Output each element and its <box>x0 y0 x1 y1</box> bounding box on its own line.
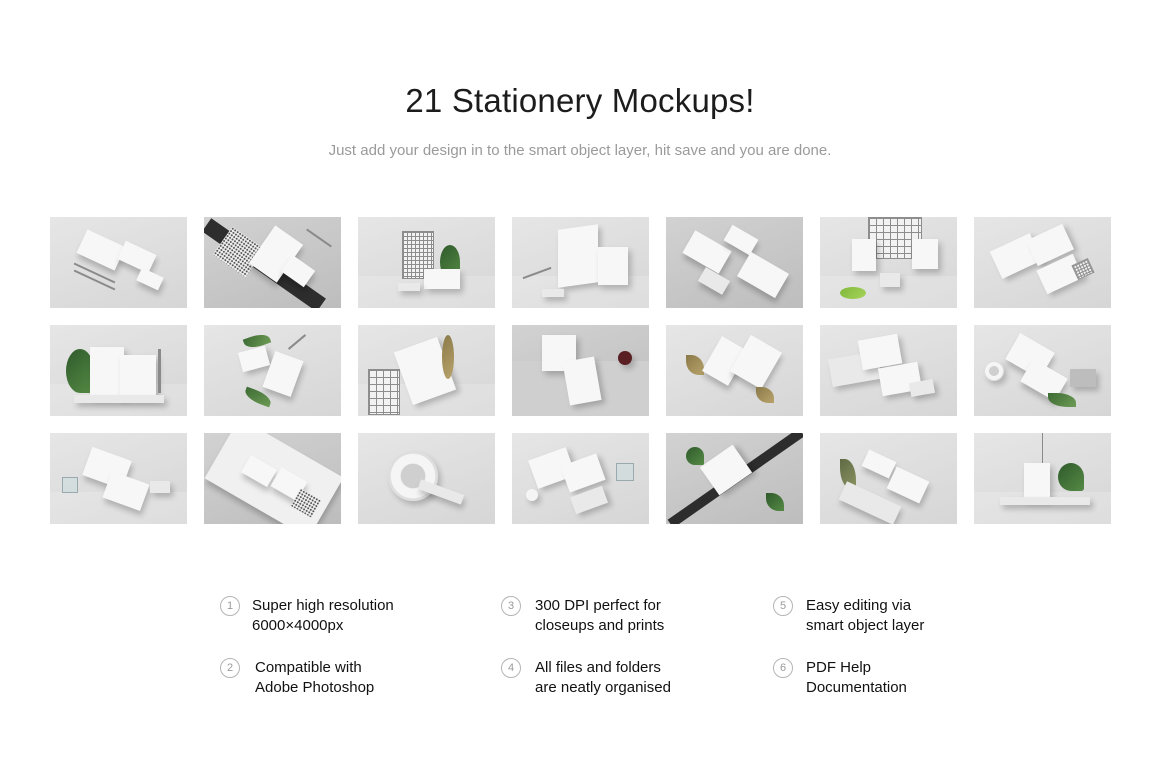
feature-number: 3 <box>501 596 521 616</box>
mockup-thumbnail[interactable] <box>358 325 495 416</box>
feature-text: Compatible with Adobe Photoshop <box>255 659 375 696</box>
mockup-thumbnail[interactable] <box>204 433 341 524</box>
features-list <box>0 596 1160 706</box>
mockup-thumbnail[interactable] <box>666 325 803 416</box>
feature-item <box>773 596 924 635</box>
feature-number: 5 <box>773 596 793 616</box>
mockup-thumbnail[interactable] <box>50 217 187 308</box>
feature-item <box>220 596 394 635</box>
page-title: 21 Stationery Mockups! <box>405 82 755 119</box>
mockup-thumbnail[interactable] <box>358 217 495 308</box>
feature-item <box>501 596 664 635</box>
feature-number: 6 <box>773 658 793 678</box>
feature-item <box>773 658 907 697</box>
mockup-gallery <box>50 217 1111 524</box>
mockup-thumbnail[interactable] <box>666 433 803 524</box>
feature-text: Easy editing via smart object layer <box>806 597 925 634</box>
feature-number: 4 <box>501 658 521 678</box>
feature-text: 300 DPI perfect for closeups and prints <box>535 597 665 634</box>
mockup-thumbnail[interactable] <box>666 217 803 308</box>
mockup-thumbnail[interactable] <box>820 433 957 524</box>
feature-text: All files and folders are neatly organised <box>535 659 671 696</box>
page-subtitle: Just add your design in to the smart object layer, hit save and you are done. <box>328 142 832 159</box>
mockup-thumbnail[interactable] <box>358 433 495 524</box>
feature-text: PDF Help Documentation <box>806 659 907 696</box>
mockup-thumbnail[interactable] <box>50 325 187 416</box>
mockup-thumbnail[interactable] <box>820 217 957 308</box>
mockup-thumbnail[interactable] <box>204 217 341 308</box>
feature-number: 1 <box>220 596 240 616</box>
mockup-thumbnail[interactable] <box>974 217 1111 308</box>
mockup-thumbnail[interactable] <box>512 325 649 416</box>
feature-number: 2 <box>220 658 240 678</box>
feature-item <box>220 658 374 697</box>
feature-item <box>501 658 671 697</box>
mockup-thumbnail[interactable] <box>974 433 1111 524</box>
mockup-thumbnail[interactable] <box>974 325 1111 416</box>
mockup-thumbnail[interactable] <box>512 217 649 308</box>
feature-text: Super high resolution 6000×4000px <box>252 597 394 634</box>
mockup-thumbnail[interactable] <box>512 433 649 524</box>
mockup-thumbnail[interactable] <box>204 325 341 416</box>
mockup-thumbnail[interactable] <box>50 433 187 524</box>
mockup-thumbnail[interactable] <box>820 325 957 416</box>
